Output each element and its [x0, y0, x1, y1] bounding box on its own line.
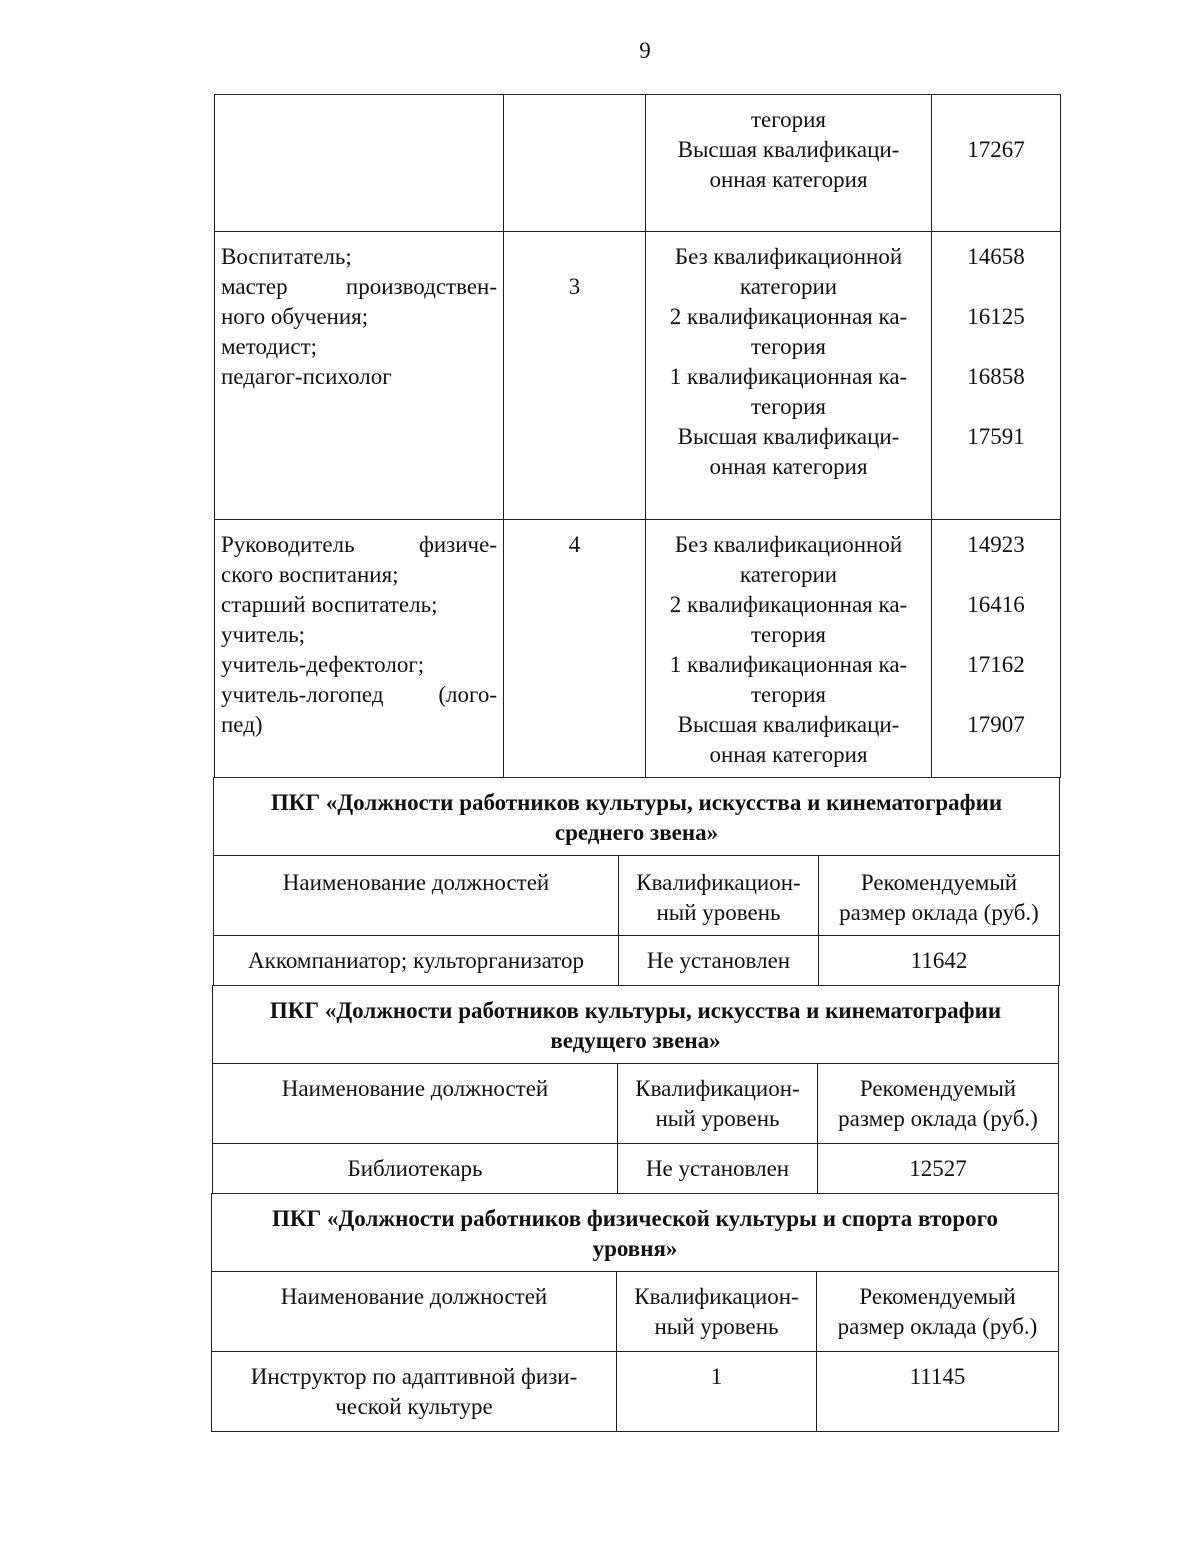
position-names-cell [215, 95, 504, 232]
column-header-salary: Рекомендуемый размер оклада (руб.) [817, 1272, 1059, 1352]
position-line: учитель; [221, 622, 305, 647]
education-positions-table [214, 94, 1061, 778]
section-table-culture-leading [212, 985, 1059, 1194]
section-title: ПКГ «Должности работников культуры, искусства и кинематографии среднего звена» [214, 778, 1060, 856]
section-table-sport-second-level [211, 1193, 1059, 1432]
category-line: Без квалификационной [674, 244, 903, 269]
salary-cell [932, 95, 1061, 232]
category-cell [646, 520, 932, 778]
column-header-row [213, 1064, 1059, 1144]
category-line: 2 квалификационная ка- [669, 304, 908, 329]
position-names-cell [215, 232, 504, 520]
qualification-level-value: Не установлен [618, 1144, 818, 1194]
column-header-salary: Рекомендуемый размер оклада (руб.) [818, 1064, 1059, 1144]
position-line: старший воспитатель; [221, 592, 438, 617]
table-row [213, 1144, 1059, 1194]
category-line: онная категория [709, 742, 868, 767]
column-header-row [212, 1272, 1059, 1352]
salary-value: 11642 [819, 936, 1060, 986]
table-row [212, 1352, 1059, 1432]
section-title: ПКГ «Должности работников культуры, искусства и кинематографии ведущего звена» [213, 986, 1059, 1064]
salary-value: 17267 [967, 137, 1025, 162]
salary-cell [932, 520, 1061, 778]
salary-cell [932, 232, 1061, 520]
qualification-level-cell [504, 520, 646, 778]
category-line: 1 квалификационная ка- [669, 652, 908, 677]
position-line: Руководитель физиче- [221, 532, 497, 557]
category-line: категории [739, 562, 838, 587]
column-header-row [214, 856, 1060, 936]
salary-value: 17162 [967, 652, 1025, 677]
column-header-level: Квалификацион- ный уровень [617, 1272, 817, 1352]
table-row [215, 232, 1061, 520]
section-title-row [213, 986, 1059, 1064]
page-number: 9 [639, 38, 651, 63]
qualification-level-cell [504, 232, 646, 520]
category-line: онная категория [709, 167, 868, 192]
position-line: пед) [221, 712, 263, 737]
qualification-level-value: 3 [568, 274, 581, 299]
category-line: Высшая квалификаци- [677, 712, 900, 737]
category-line: тегория [750, 334, 826, 359]
category-cell [646, 95, 932, 232]
salary-value: 11145 [817, 1352, 1059, 1432]
column-header-salary: Рекомендуемый размер оклада (руб.) [819, 856, 1060, 936]
position-name: Инструктор по адаптивной физи- ческой культуре [212, 1352, 617, 1432]
category-line: тегория [750, 394, 826, 419]
salary-value: 12527 [818, 1144, 1059, 1194]
salary-value: 17591 [967, 424, 1025, 449]
qualification-level-value: Не установлен [619, 936, 819, 986]
table-row [215, 520, 1061, 778]
salary-value: 14658 [967, 244, 1025, 269]
position-line: Воспитатель; [221, 244, 352, 269]
salary-value: 17907 [967, 712, 1025, 737]
category-line: Без квалификационной [674, 532, 903, 557]
section-title-row [214, 778, 1060, 856]
column-header-name: Наименование должностей [214, 856, 619, 936]
category-cell [646, 232, 932, 520]
category-line: Высшая квалификаци- [677, 137, 900, 162]
category-line: тегория [750, 107, 826, 132]
position-name: Аккомпаниатор; культорганизатор [214, 936, 619, 986]
qualification-level-cell [504, 95, 646, 232]
category-line: тегория [750, 622, 826, 647]
category-line: категории [739, 274, 838, 299]
category-line: 1 квалификационная ка- [669, 364, 908, 389]
column-header-name: Наименование должностей [213, 1064, 618, 1144]
position-names-cell [215, 520, 504, 778]
salary-value: 16416 [967, 592, 1025, 617]
position-line: ного обучения; [221, 304, 369, 329]
category-line: тегория [750, 682, 826, 707]
table-row [215, 95, 1061, 232]
section-title: ПКГ «Должности работников физической культуры и спорта второго уровня» [212, 1194, 1059, 1272]
position-line: ского воспитания; [221, 562, 399, 587]
position-line: методист; [221, 334, 318, 359]
qualification-level-value: 4 [568, 532, 581, 557]
qualification-level-value: 1 [617, 1352, 817, 1432]
category-line: онная категория [709, 454, 868, 479]
table-row [214, 936, 1060, 986]
salary-value: 16858 [967, 364, 1025, 389]
section-title-row [212, 1194, 1059, 1272]
salary-value: 16125 [967, 304, 1025, 329]
position-line: учитель-дефектолог; [221, 652, 425, 677]
section-table-culture-middle [213, 777, 1060, 986]
column-header-level: Квалификацион- ный уровень [619, 856, 819, 936]
position-line: мастер производствен- [221, 274, 497, 299]
column-header-name: Наименование должностей [212, 1272, 617, 1352]
position-name: Библиотекарь [213, 1144, 618, 1194]
position-line: педагог-психолог [221, 364, 392, 389]
category-line: Высшая квалификаци- [677, 424, 900, 449]
position-line: учитель-логопед (лого- [221, 682, 497, 707]
salary-value: 14923 [967, 532, 1025, 557]
category-line: 2 квалификационная ка- [669, 592, 908, 617]
column-header-level: Квалификацион- ный уровень [618, 1064, 818, 1144]
